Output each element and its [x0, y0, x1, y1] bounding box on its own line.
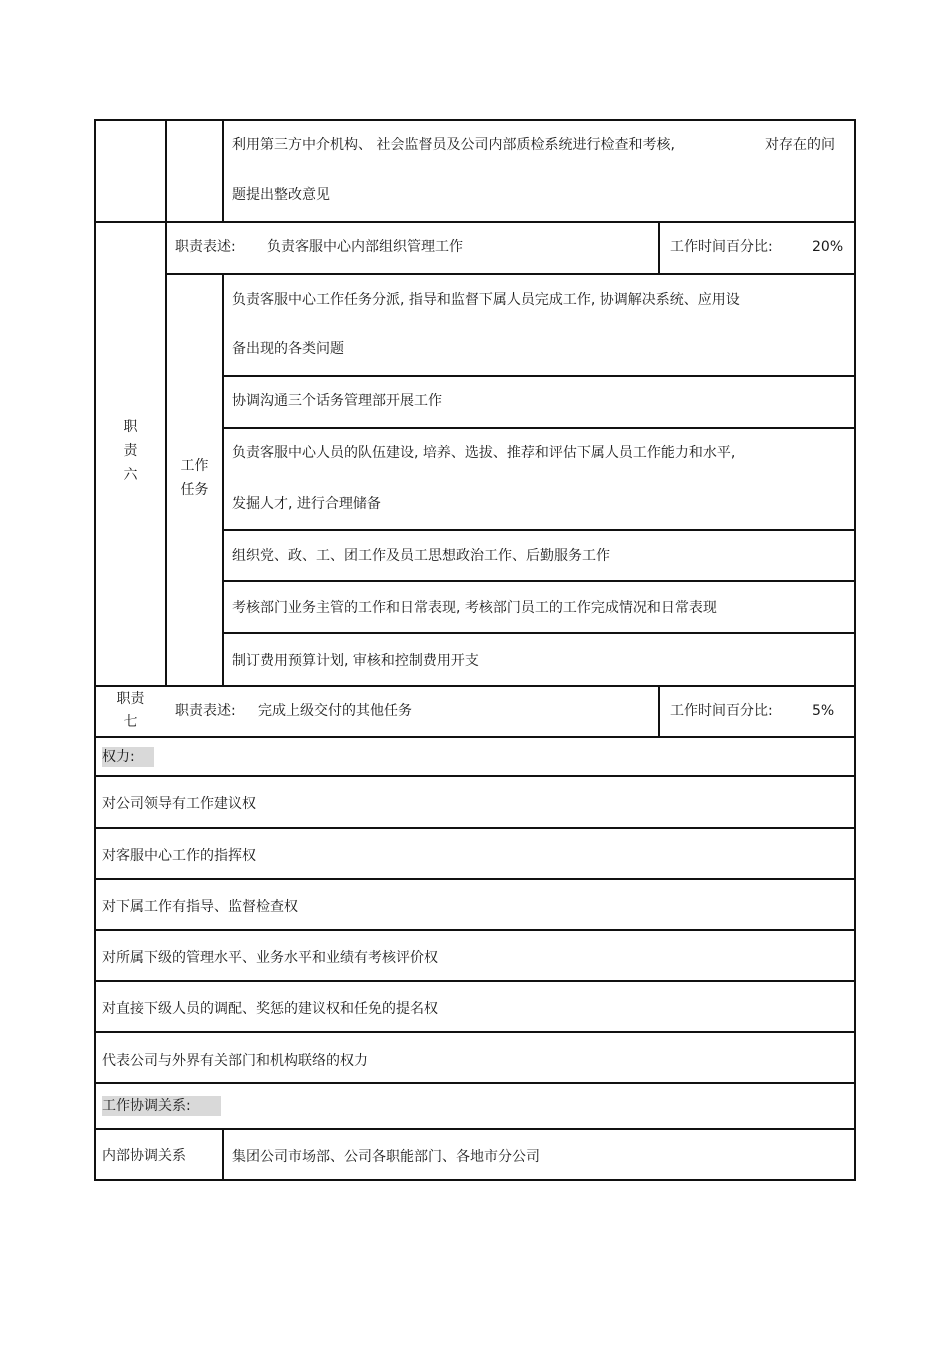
task-item-line1: 考核部门业务主管的工作和日常表现, 考核部门员工的工作完成情况和日常表现: [232, 600, 717, 616]
top-row-text-line2: 题提出整改意见: [232, 187, 330, 203]
table-right-border: [854, 119, 856, 1181]
duty7-desc: 完成上级交付的其他任务: [258, 703, 412, 719]
row-divider: [94, 685, 856, 687]
task-item-line1: 制订费用预算计划, 审核和控制费用开支: [232, 653, 479, 669]
column-divider: [222, 119, 224, 223]
top-row-text-line1-end: 对存在的问: [765, 137, 835, 153]
row-divider: [94, 878, 856, 880]
row-divider: [94, 929, 856, 931]
duty6-label-char: 六: [123, 467, 138, 483]
column-divider: [658, 685, 660, 738]
internal-coordination-value: 集团公司市场部、公司各职能部门、各地市分公司: [232, 1149, 540, 1165]
duty7-pct-label: 工作时间百分比:: [670, 703, 773, 719]
power-item: 对所属下级的管理水平、业务水平和业绩有考核评价权: [102, 950, 438, 966]
row-divider: [165, 273, 856, 275]
power-item: 对直接下级人员的调配、奖惩的建议权和任免的提名权: [102, 1001, 438, 1017]
duty6-label-char: 责: [123, 443, 138, 459]
power-item: 对下属工作有指导、监督检查权: [102, 899, 298, 915]
row-divider: [94, 1031, 856, 1033]
duty6-desc-label: 职责表述:: [175, 239, 236, 255]
duty7-pct: 5%: [812, 703, 835, 719]
row-divider: [222, 632, 856, 634]
tasks-label-line: 工作: [180, 458, 209, 474]
column-divider: [658, 221, 660, 275]
task-item-line1: 负责客服中心工作任务分派, 指导和监督下属人员完成工作, 协调解决系统、应用设: [232, 292, 740, 308]
duty6-tasks-label: [167, 456, 222, 500]
column-divider: [165, 119, 167, 687]
table-top-border: [94, 119, 856, 121]
task-item-line1: 协调沟通三个话务管理部开展工作: [232, 393, 442, 409]
coordination-heading: 工作协调关系:: [102, 1096, 221, 1116]
duty7-label: [96, 689, 165, 732]
tasks-label-line: 任务: [180, 482, 209, 498]
row-divider: [222, 375, 856, 377]
duty6-pct: 20%: [812, 239, 844, 255]
row-divider: [94, 221, 856, 223]
row-divider: [94, 736, 856, 738]
internal-coordination-label: 内部协调关系: [102, 1148, 186, 1164]
duty7-desc-label: 职责表述:: [175, 703, 236, 719]
task-item-line1: 负责客服中心人员的队伍建设, 培养、选拔、推荐和评估下属人员工作能力和水平,: [232, 445, 736, 461]
row-divider: [94, 980, 856, 982]
table-left-border: [94, 119, 96, 1181]
duty6-label: [96, 417, 165, 485]
column-divider: [222, 1128, 224, 1181]
duty7-label-line: 职责: [116, 691, 145, 707]
row-divider: [94, 775, 856, 777]
row-divider: [222, 427, 856, 429]
duty7-label-line: 七: [123, 714, 138, 730]
row-divider: [94, 827, 856, 829]
duty6-label-char: 职: [123, 419, 138, 435]
row-divider: [94, 1082, 856, 1084]
row-divider: [222, 580, 856, 582]
top-row-text-line1: 利用第三方中介机构、 社会监督员及公司内部质检系统进行检查和考核,: [232, 137, 675, 153]
task-item-line2: 发掘人才, 进行合理储备: [232, 496, 381, 512]
power-item: 代表公司与外界有关部门和机构联络的权力: [102, 1053, 368, 1069]
duty6-desc: 负责客服中心内部组织管理工作: [267, 239, 463, 255]
power-item: 对公司领导有工作建议权: [102, 796, 256, 812]
column-divider: [222, 273, 224, 687]
row-divider: [94, 1128, 856, 1130]
power-item: 对客服中心工作的指挥权: [102, 848, 256, 864]
powers-heading: 权力:: [102, 747, 154, 767]
duty6-pct-label: 工作时间百分比:: [670, 239, 773, 255]
task-item-line1: 组织党、政、工、团工作及员工思想政治工作、后勤服务工作: [232, 548, 610, 564]
table-bottom-border: [94, 1179, 856, 1181]
row-divider: [222, 529, 856, 531]
task-item-line2: 备出现的各类问题: [232, 341, 344, 357]
